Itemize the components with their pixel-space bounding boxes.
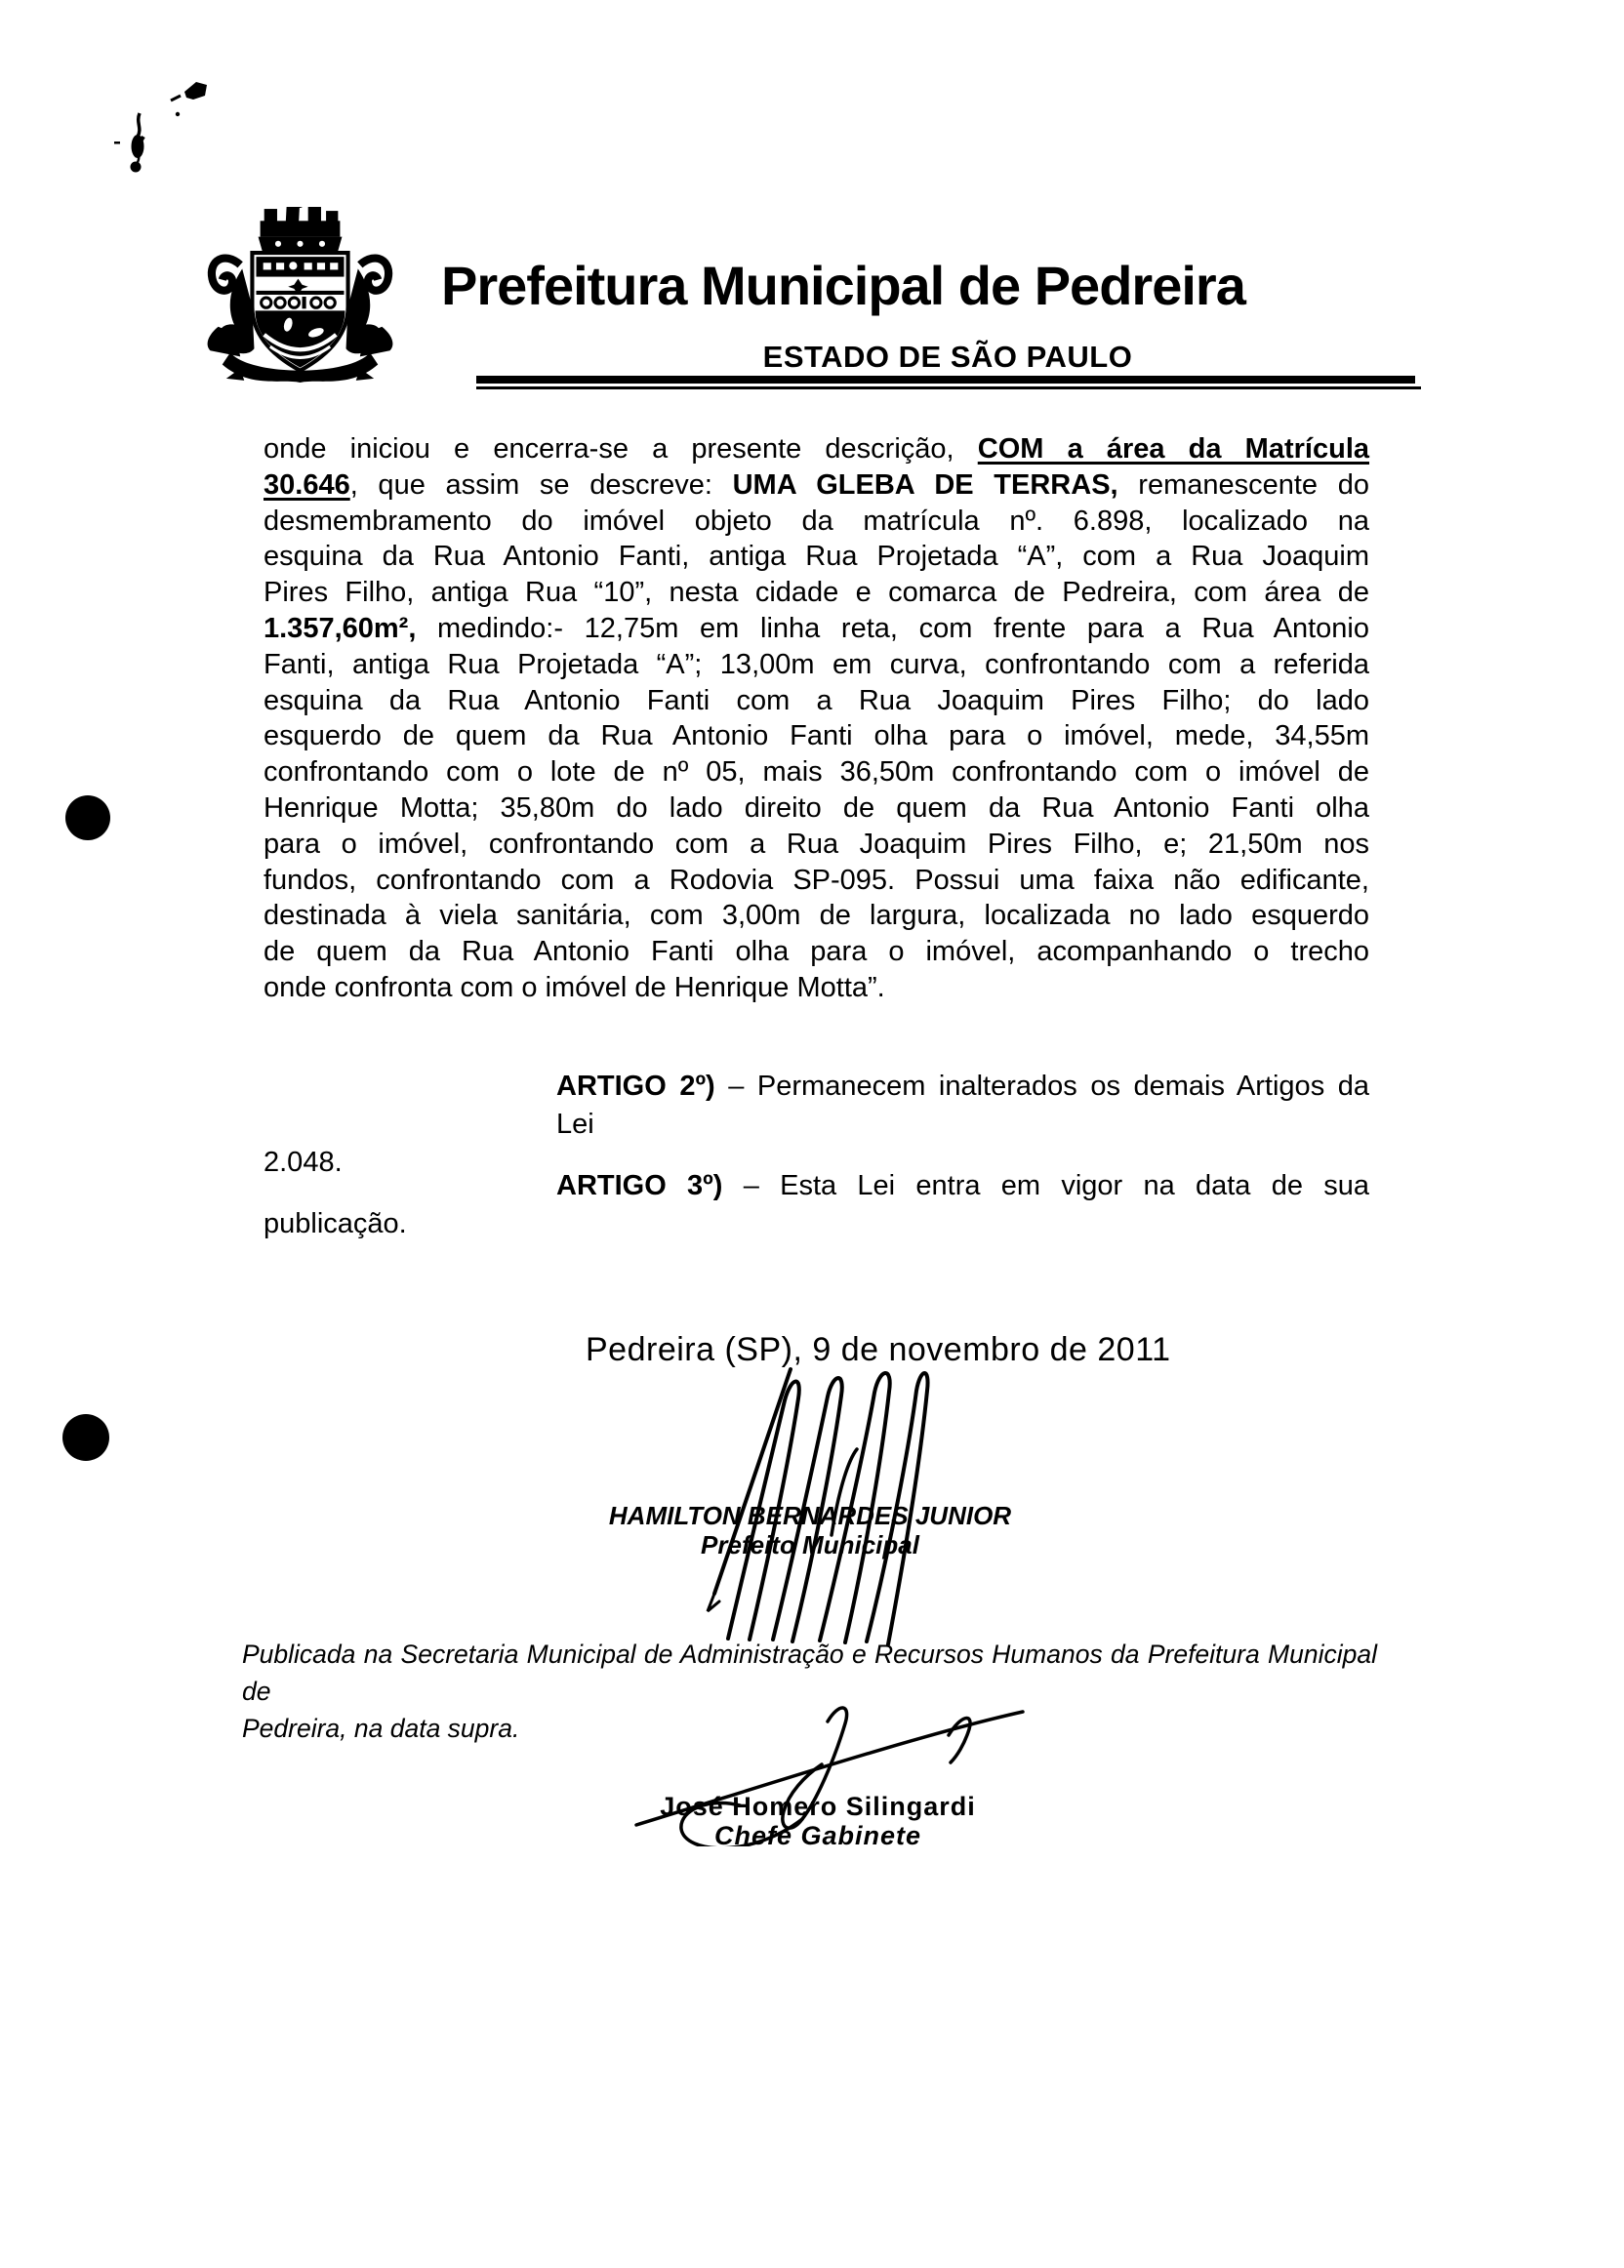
text-line: 30.646, que assim se descreve: UMA GLEBA DE TERRAS, remanescente do [264,468,1369,501]
text-line: de quem da Rua Antonio Fanti olha para o imóvel, acompanhando o trecho [264,936,1369,968]
header-subtitle: ESTADO DE SÃO PAULO [762,340,1133,374]
text-line: ARTIGO 2º) – Permanecem inalterados os demais Artigos da Lei [556,1071,1369,1140]
stray-ink-marks-icon [102,68,229,176]
pedreira-coat-of-arms-icon [200,207,400,385]
mayor-signature-role: Prefeito Municipal [701,1530,919,1559]
hole-punch-mark-bottom [62,1414,109,1461]
text-line: para o imóvel, confrontando com a Rua Joaquim Pires Filho, e; 21,50m nos [264,828,1369,860]
text-line: desmembramento do imóvel objeto da matrícula nº. 6.898, localizado na [264,505,1369,537]
text-line: onde confronta com o imóvel de Henrique Motta”. [264,971,885,1003]
hole-punch-mark-top [65,795,110,840]
text-line: Henrique Motta; 35,80m do lado direito de quem da Rua Antonio Fanti olha [264,791,1369,824]
header-rule-thick [476,376,1415,384]
text-line: esquerdo de quem da Rua Antonio Fanti olha para o imóvel, mede, 34,55m [264,720,1369,752]
text-line: Pires Filho, antiga Rua “10”, nesta cidade e comarca de Pedreira, com área de [264,577,1369,609]
property-description-paragraph [264,431,1369,1006]
text-line: ARTIGO 3º) – Esta Lei entra em vigor na data de sua [556,1170,1369,1201]
text-line: esquina da Rua Antonio Fanti com a Rua Joaquim Pires Filho; do lado [264,684,1369,716]
text-line: fundos, confrontando com a Rodovia SP-095. Possui uma faixa não edificante, [264,864,1369,896]
text-line: publicação. [264,1208,407,1239]
dateline: Pedreira (SP), 9 de novembro de 2011 [586,1331,1171,1368]
chief-signature-name: José Homero Silingardi [660,1792,976,1821]
header-rule-thin [476,386,1421,389]
artigo-3-paragraph [264,1167,1369,1243]
text-line: confrontando com o lote de nº 05, mais 36,50m confrontando com o imóvel de [264,756,1369,789]
publication-note [242,1636,1377,1747]
text-line: 2.048. [264,1147,343,1178]
text-line: esquina da Rua Antonio Fanti, antiga Rua Projetada “A”, com a Rua Joaquim [264,541,1369,573]
text-line: Pedreira, na data supra. [242,1714,520,1743]
header-title: Prefeitura Municipal de Pedreira [441,255,1245,316]
mayor-signature-name: HAMILTON BERNARDES JUNIOR [608,1501,1012,1530]
chief-signature-role: Chefe Gabinete [713,1821,922,1850]
artigo-2-paragraph [264,1068,1369,1182]
text-line: Publicada na Secretaria Municipal de Administração e Recursos Humanos da Prefeitura Municipal de [242,1640,1377,1706]
text-line: onde iniciou e encerra-se a presente descrição, COM a área da Matrícula [264,433,1370,465]
text-line: 1.357,60m², medindo:- 12,75m em linha reta, com frente para a Rua Antonio [264,612,1369,644]
text-line: destinada à viela sanitária, com 3,00m de largura, localizada no lado esquerdo [264,900,1369,932]
text-line: Fanti, antiga Rua Projetada “A”; 13,00m em curva, confrontando com a referida [264,648,1369,680]
